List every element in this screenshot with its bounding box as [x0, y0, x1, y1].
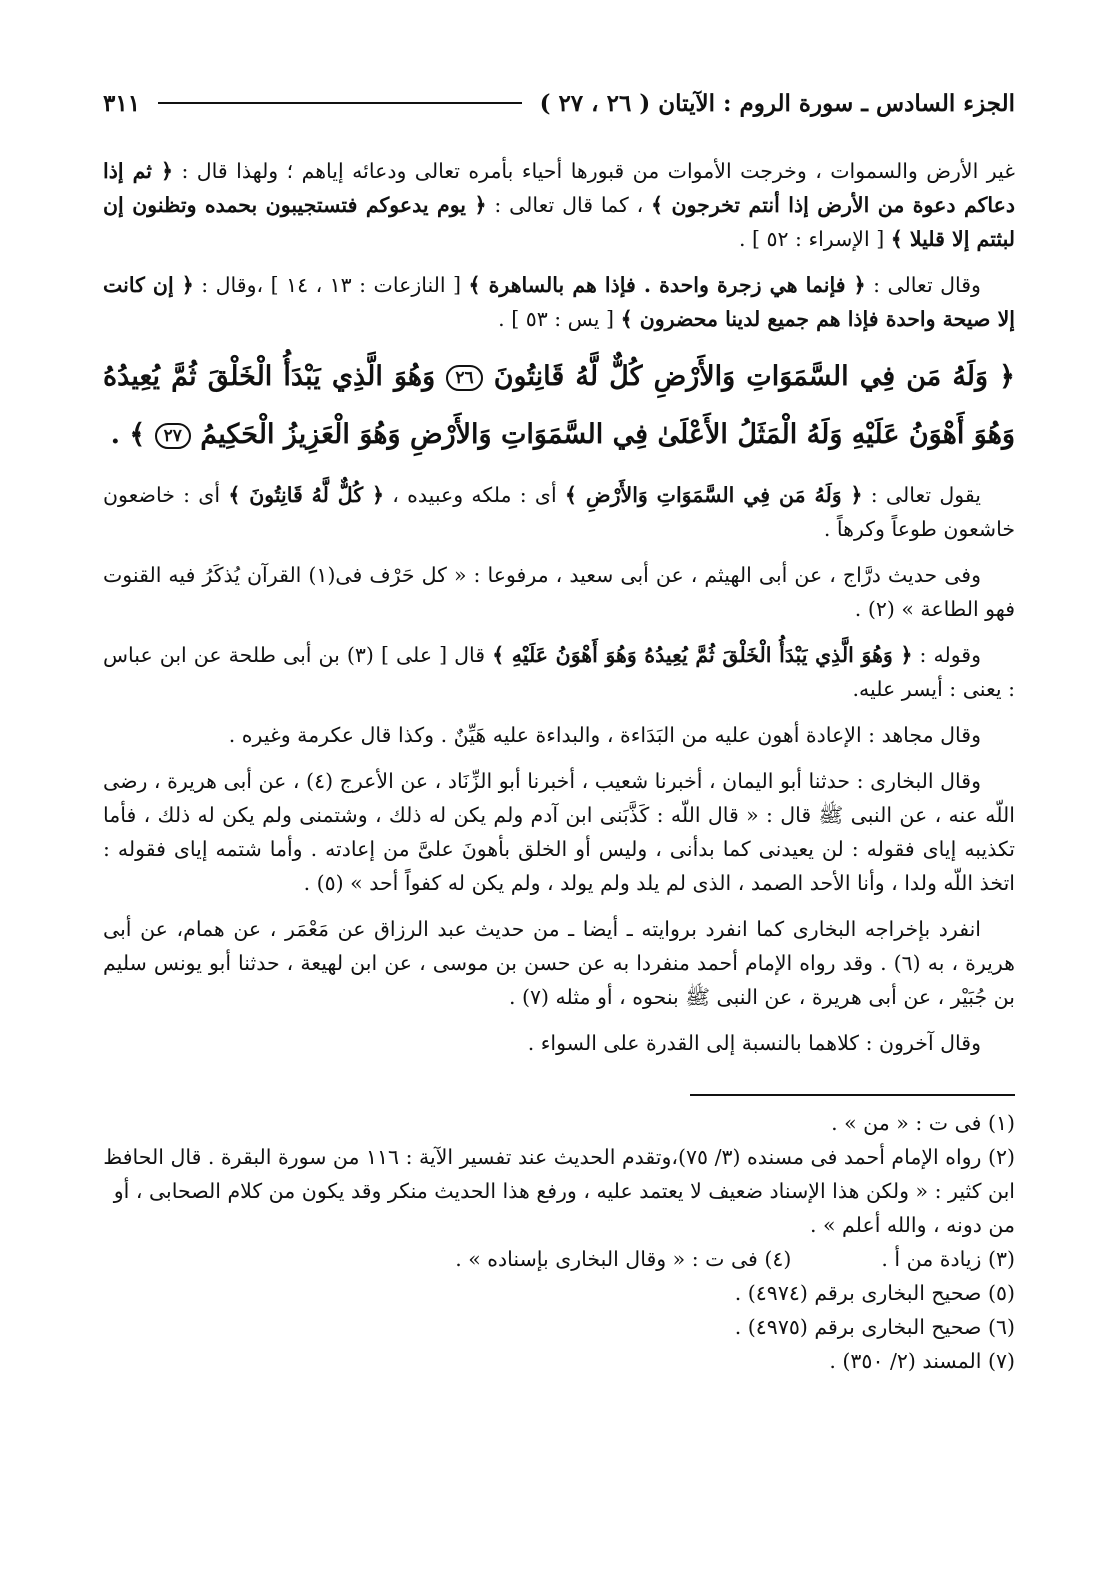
footnote-1: (١) فى ت : « من » .: [831, 1111, 1015, 1135]
paragraph-3: [103, 478, 1015, 546]
p3-quote-1: ﴿ وَلَهُ مَن فِي السَّمَوَاتِ وَالأَرْضِ ﴾: [564, 483, 863, 507]
p3-text-c: أى : خاضعون خاشعون طوعاً وكرهاً .: [103, 483, 1015, 541]
verse-part-a: ﴿ وَلَهُ مَن فِي السَّمَوَاتِ وَالأَرْضِ كُلٌّ لَّهُ قَانِتُونَ: [493, 361, 1015, 392]
p3-text-a: يقول تعالى :: [870, 483, 981, 507]
p5-text-a: وقوله :: [919, 643, 982, 667]
verse-number-27: ٢٧: [155, 423, 191, 449]
paragraph-7: وقال البخارى : حدثنا أبو اليمان ، أخبرنا شعيب ، أخبرنا أبو الزِّنَاد ، عن الأعرج (٤) ، عن أبى هريرة ، رضى اللّه عنه ، عن النبى ﷺ قال : « قال اللّه : كَذَّبَنى ابن آدم ولم يكن له ذلك ، وشتمنى ولم يكن له ذلك ، فأما تكذيبه إياى فقوله : لن يعيدنى كما بدأنى ، وليس أو الخلق بأهونَ علىَّ من إعادته . وأما شتمه إياى فقوله : اتخذ اللّه ولدا ، وأنا الأحد الصمد ، الذى لم يلد ولم يولد ، ولم يكن له كفواً أحد » (٥) .: [103, 769, 1015, 895]
running-title: الجزء السادس ـ سورة الروم : الآيتان ( ٢٦ ، ٢٧ ): [539, 89, 1015, 117]
p2-quote-1: ﴿ فإنما هي زجرة واحدة . فإذا هم بالساهرة ﴾: [468, 273, 866, 297]
paragraph-5: [103, 638, 1015, 706]
p5-text-b: قال [ على ] (٣) بن أبى طلحة عن ابن عباس : يعنى : أيسر عليه.: [103, 643, 1015, 701]
footnote-4: (٤) فى ت : « وقال البخارى بإسناده » .: [455, 1247, 792, 1271]
page-content: [103, 154, 1015, 1060]
p2-text-c: [ يس : ٥٣ ] .: [498, 307, 615, 331]
p2-quote-2: ﴿ إن كانت إلا صيحة واحدة فإذا هم جميع لدينا محضرون ﴾: [103, 273, 1015, 331]
quran-verse-block: [103, 348, 1015, 464]
footnote-3: (٣) زيادة من أ .: [881, 1247, 1015, 1271]
verse-end: ﴾ .: [110, 419, 146, 450]
p3-quote-2: ﴿ كُلٌّ لَّهُ قَانِتُونَ ﴾: [228, 483, 384, 507]
p1-text: غير الأرض والسموات ، وخرجت الأموات من قبورها أحياء بأمره تعالى ودعائه إياهم ؛ ولهذا قال :: [181, 159, 1015, 183]
footnote-2: (٢) رواه الإمام أحمد فى مسنده (٣/ ٧٥)،وتقدم الحديث عند تفسير الآية : ١١٦ من سورة البقرة . قال الحافظ ابن كثير : « ولكن هذا الإسناد ضعيف لا يعتمد عليه ، ورفع هذا الحديث منكر وقد يكون من كلام الصحابى ، أو من دونه ، والله أعلم » .: [103, 1145, 1015, 1237]
p1-end: [ الإسراء : ٥٢ ] .: [738, 227, 885, 251]
footnotes: [103, 1106, 1015, 1378]
verse-number-26: ٢٦: [446, 365, 482, 391]
p3-text-b: أى : ملكه وعبيده ،: [392, 483, 557, 507]
p2-text-b: [ النازعات : ١٣ ، ١٤ ] ،وقال :: [201, 273, 462, 297]
verse-part-b: وَهُوَ الَّذِي يَبْدَأُ الْخَلْقَ ثُمَّ يُعِيدُهُ وَهُوَ أَهْوَنُ عَلَيْهِ وَلَهُ الْمَثَلُ الأَعْلَىٰ فِي السَّمَوَاتِ وَالأَرْضِ وَهُوَ الْعَزِيزُ الْحَكِيمُ: [103, 361, 1015, 450]
footnote-6: (٦) صحيح البخارى برقم (٤٩٧٥) .: [734, 1315, 1015, 1339]
footnote-7: (٧) المسند (٢/ ٣٥٠) .: [829, 1349, 1015, 1373]
p1-quote-2: ﴿ يوم يدعوكم فتستجيبون بحمده وتظنون إن لبثتم إلا قليلا ﴾: [103, 193, 1015, 251]
paragraph-1: [103, 154, 1015, 256]
paragraph-9: وقال آخرون : كلاهما بالنسبة إلى القدرة على السواء .: [527, 1031, 981, 1055]
p1-mid: ، كما قال تعالى :: [494, 193, 644, 217]
paragraph-6: وقال مجاهد : الإعادة أهون عليه من البَدَاءة ، والبداءة عليه هَيِّنٌ . وكذا قال عكرمة وغيره .: [228, 723, 981, 747]
footnote-separator: [690, 1094, 1015, 1096]
p1-quote-1: ﴿ ثم إذا دعاكم دعوة من الأرض إذا أنتم تخرجون ﴾: [103, 159, 1015, 217]
paragraph-4: وفى حديث درَّاج ، عن أبى الهيثم ، عن أبى سعيد ، مرفوعا : « كل حَرْف فى(١) القرآن يُذكَرُ فيه القنوت فهو الطاعة » (٢) .: [103, 563, 1015, 621]
page-header: [103, 82, 1015, 124]
header-rule: [158, 102, 522, 104]
p5-quote: ﴿ وَهُوَ الَّذِي يَبْدَأُ الْخَلْقَ ثُمَّ يُعِيدُهُ وَهُوَ أَهْوَنُ عَلَيْهِ ﴾: [492, 643, 913, 667]
p2-text-a: وقال تعالى :: [873, 273, 981, 297]
paragraph-2: [103, 268, 1015, 336]
footnote-row-3-4: [103, 1242, 1015, 1276]
footnote-5: (٥) صحيح البخارى برقم (٤٩٧٤) .: [734, 1281, 1015, 1305]
paragraph-8: انفرد بإخراجه البخارى كما انفرد بروايته ـ أيضا ـ من حديث عبد الرزاق عن مَعْمَر ، عن همام، عن أبى هريرة ، به (٦) . وقد رواه الإمام أحمد منفردا به عن حسن بن موسى ، عن ابن لهيعة ، حدثنا أبو يونس سليم بن جُبَيْر ، عن أبى هريرة ، عن النبى ﷺ بنحوه ، أو مثله (٧) .: [103, 917, 1015, 1009]
page-number: ٣١١: [103, 89, 141, 117]
